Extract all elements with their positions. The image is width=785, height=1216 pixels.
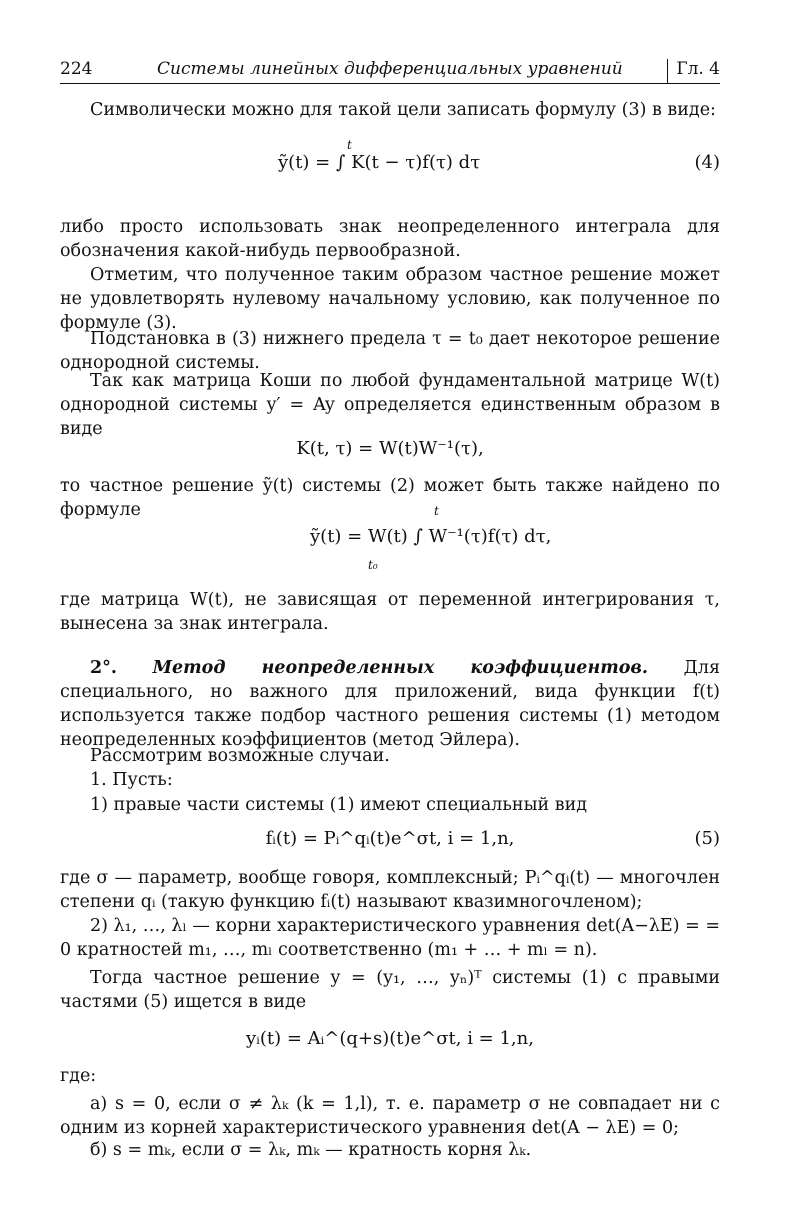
running-header (60, 55, 720, 84)
equation-number: (4) (694, 152, 720, 173)
equation-body: fᵢ(t) = Pᵢ^qᵢ(t)e^σt, i = 1,n, (265, 828, 515, 849)
equation-body: K(t, τ) = W(t)W⁻¹(τ), (296, 438, 484, 459)
paragraph: а) s = 0, если σ ≠ λₖ (k = 1,l), т. е. параметр σ не совпадает ни с одним из корней характеристического уравнения det(A − λE) = 0; (60, 1094, 720, 1138)
paragraph: Рассмотрим возможные случаи. (90, 746, 390, 766)
integral-upper-limit: t (434, 504, 439, 518)
paragraph: то частное решение ỹ(t) системы (2) может быть также найдено по формуле (60, 476, 720, 520)
paragraph: 1. Пусть: (90, 770, 173, 790)
paragraph: Отметим, что полученное таким образом частное решение может не удовлетворять нулевому начальному условию, как полученное по формуле (3). (60, 265, 720, 333)
paragraph: Символически можно для такой цели записать формулу (3) в виде: (90, 100, 716, 120)
equation-cauchy (60, 438, 720, 464)
equation-5 (60, 828, 720, 856)
equation-body: yᵢ(t) = Aᵢ^(q+s)(t)e^σt, i = 1,n, (246, 1028, 534, 1049)
paragraph: б) s = mₖ, если σ = λₖ, mₖ — кратность корня λₖ. (90, 1140, 532, 1160)
paragraph: Подстановка в (3) нижнего предела τ = t₀ дает некоторое решение однородной системы. (60, 329, 720, 373)
equation-body: ỹ(t) = ∫ K(t − τ)f(τ) dτ (278, 152, 481, 173)
section-title: Метод неопределенных коэффициентов. (152, 658, 648, 678)
paragraph: где: (60, 1066, 97, 1086)
section-number: 2°. (90, 658, 118, 678)
page-number: 224 (60, 59, 93, 79)
section-2-paragraph (60, 656, 720, 752)
running-title: Системы линейных дифференциальных уравнений (157, 59, 623, 79)
paragraph: 1) правые части системы (1) имеют специальный вид (90, 795, 588, 815)
paragraph: где σ — параметр, вообще говоря, комплексный; Pᵢ^qᵢ(t) — многочлен степени qᵢ (такую функцию fᵢ(t) называют квазимногочленом); (60, 868, 720, 912)
integral-lower-limit: t₀ (368, 558, 378, 572)
paragraph: Тогда частное решение y = (y₁, …, yₙ)ᵀ системы (1) с правыми частями (5) ищется в виде (60, 968, 720, 1012)
equation-solution (60, 504, 720, 574)
equation-body: ỹ(t) = W(t) ∫ W⁻¹(τ)f(τ) dτ, (310, 526, 552, 547)
paragraph: Так как матрица Коши по любой фундаментальной матрице W(t) однородной системы y′ = Ay определяется единственным образом в виде (60, 371, 720, 439)
equation-number: (5) (694, 828, 720, 849)
paragraph: либо просто использовать знак неопределенного интеграла для обозначения какой-нибудь первообразной. (60, 217, 720, 261)
paragraph: 2) λ₁, …, λₗ — корни характеристического уравнения det(A−λE) = = 0 кратностей m₁, …, mₗ соответственно (m₁ + … + mₗ = n). (60, 916, 720, 960)
integral-upper-limit: t (347, 138, 352, 152)
equation-4 (60, 140, 720, 190)
section-text: Для специального, но важного для приложений, вида функции f(t) используется также подбор частного решения системы (1) методом неопределенных коэффициентов (метод Эйлера). (60, 658, 720, 750)
equation-6 (60, 1028, 720, 1056)
paragraph: где матрица W(t), не зависящая от переменной интегрирования τ, вынесена за знак интеграла. (60, 590, 720, 634)
chapter-label: Гл. 4 (667, 59, 720, 83)
